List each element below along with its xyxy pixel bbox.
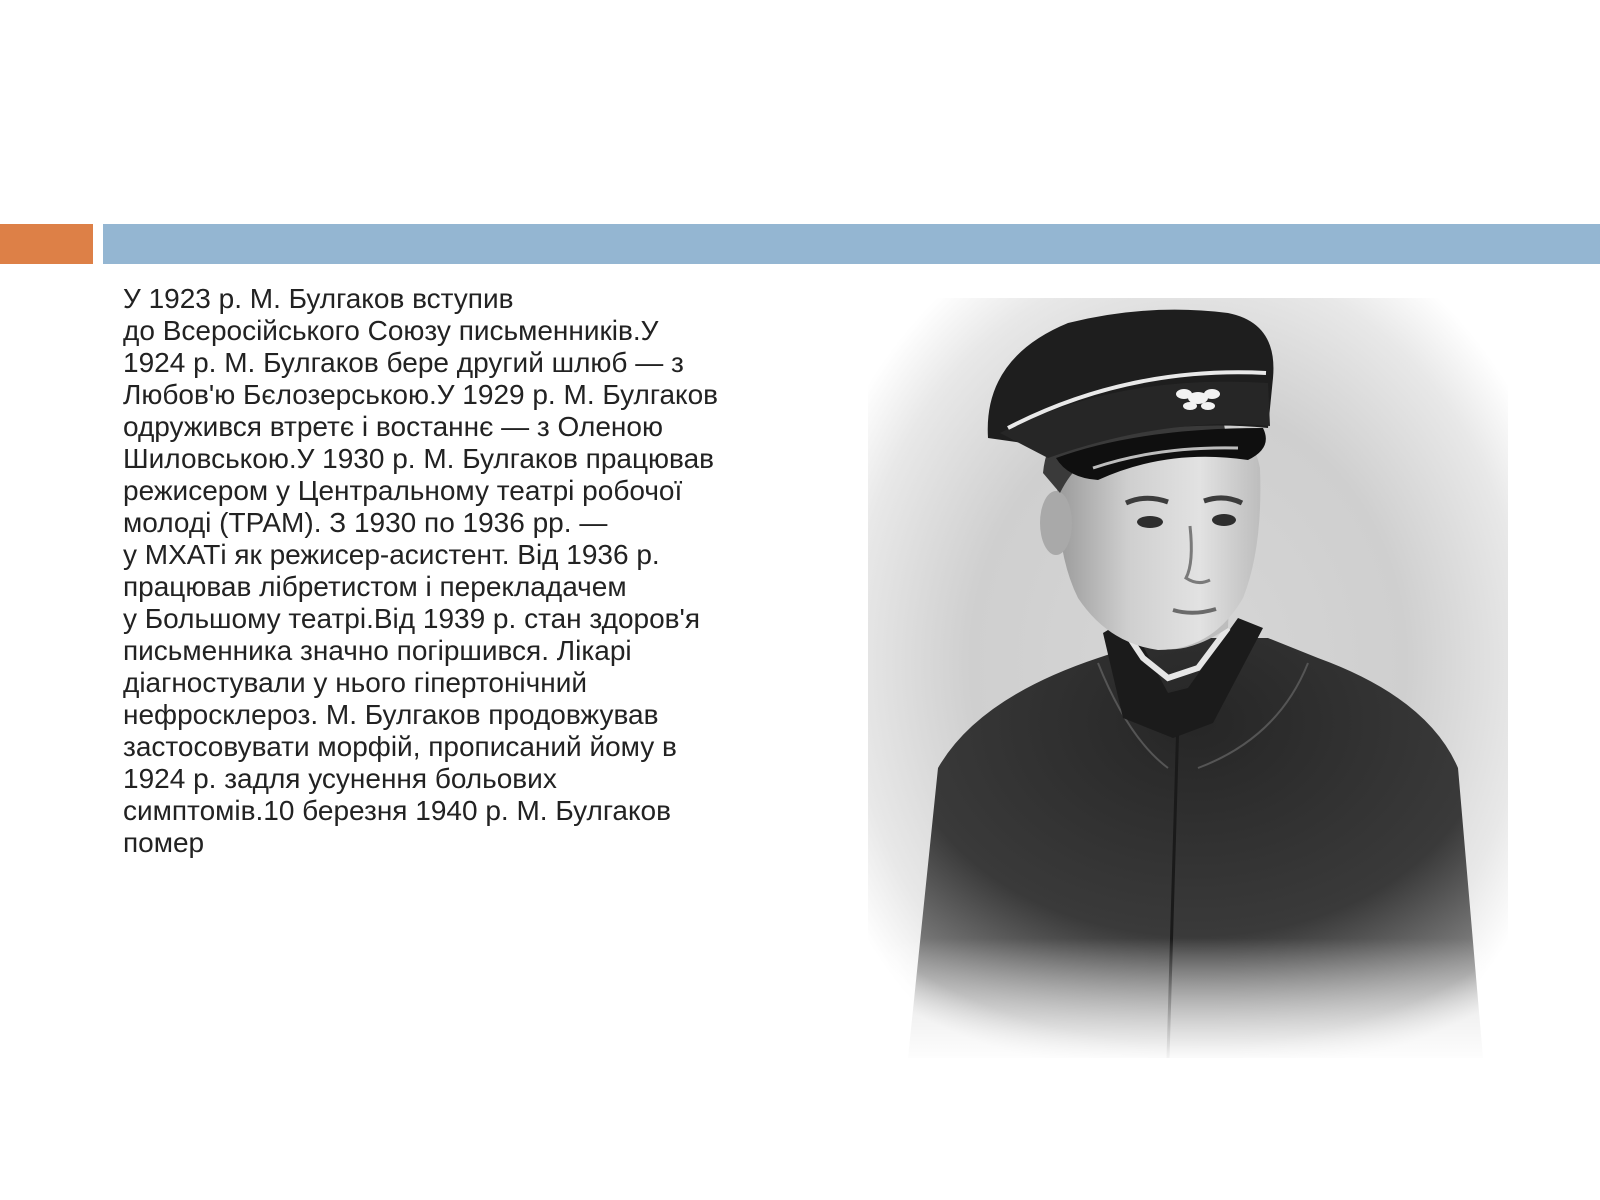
body-line: Любов'ю Бєлозерською.У 1929 р. М. Булгаков xyxy=(123,379,719,410)
body-line: нефросклероз. М. Булгаков продовжував xyxy=(123,699,659,730)
body-line: у Большому театрі.Від 1939 р. стан здоров'я xyxy=(123,603,701,634)
body-line: 1924 р. задля усунення больових xyxy=(123,763,557,794)
body-line: працював лібретистом і перекладачем xyxy=(123,571,627,602)
accent-bar-blue xyxy=(103,224,1600,264)
portrait-photo xyxy=(868,298,1508,1058)
body-line: діагностували у нього гіпертонічний xyxy=(123,667,587,698)
accent-bar-orange xyxy=(0,224,93,264)
body-line: Шиловською.У 1930 р. М. Булгаков працював xyxy=(123,443,715,474)
body-line: молоді (ТРАМ). З 1930 по 1936 рр. — xyxy=(123,507,608,538)
body-line: одружився втретє і востаннє — з Оленою xyxy=(123,411,663,442)
body-line: письменника значно погіршився. Лікарі xyxy=(123,635,632,666)
body-line: у МХАТі як режисер-асистент. Від 1936 р. xyxy=(123,539,660,570)
body-line: 1924 р. М. Булгаков бере другий шлюб — з xyxy=(123,347,684,378)
body-line: до Всеросійського Союзу письменників.У xyxy=(123,315,659,346)
body-line: застосовувати морфій, прописаний йому в xyxy=(123,731,677,762)
body-text xyxy=(123,283,783,859)
body-line: симптомів.10 березня 1940 р. М. Булгаков xyxy=(123,795,671,826)
body-line: У 1923 р. М. Булгаков вступив xyxy=(123,283,514,314)
body-line: помер xyxy=(123,827,205,858)
body-line: режисером у Центральному театрі робочої xyxy=(123,475,683,506)
